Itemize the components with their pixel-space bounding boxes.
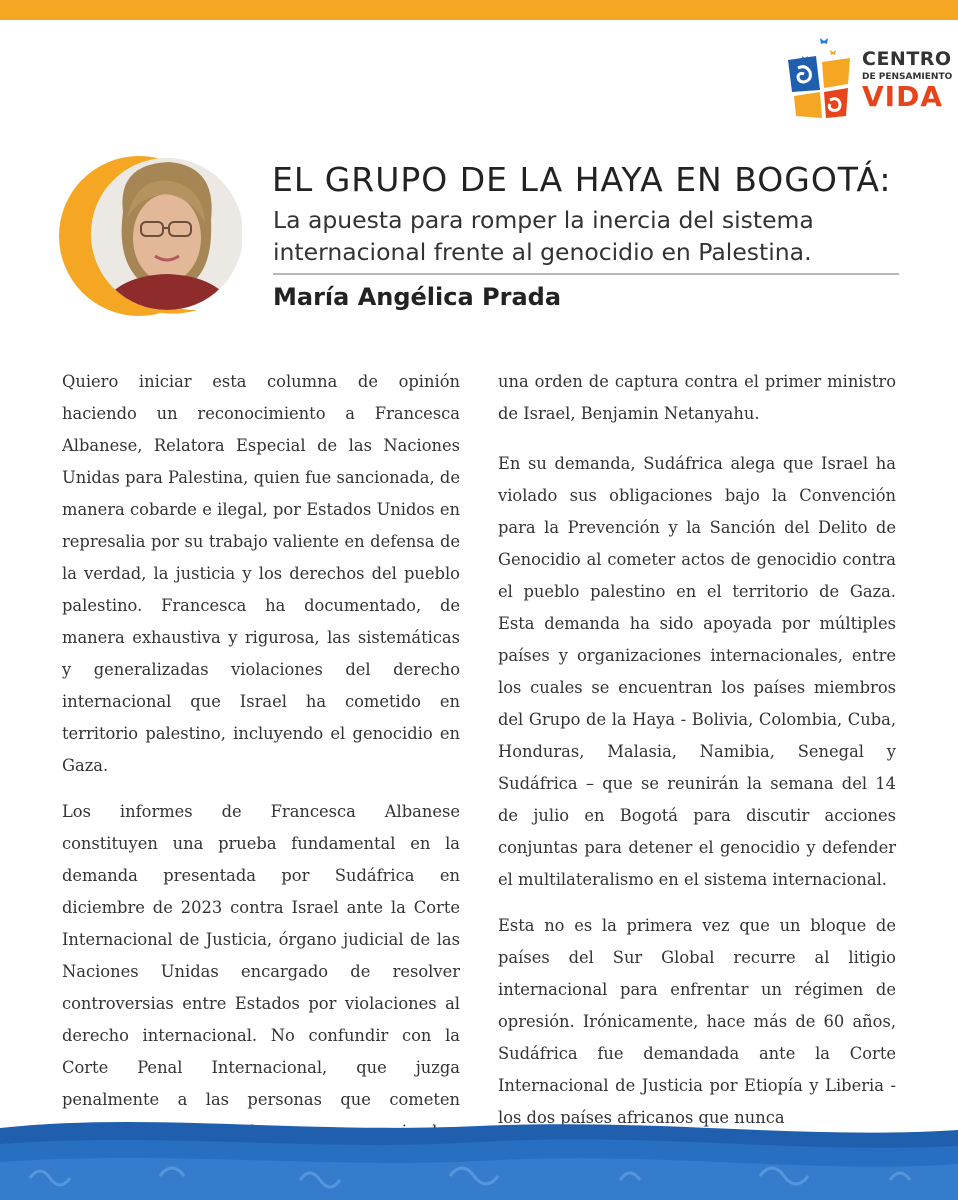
article-subtitle: La apuesta para romper la inercia del sistema internacional frente al genocidio en Palestina. xyxy=(273,206,814,266)
article-column-right xyxy=(498,366,896,1148)
author-portrait xyxy=(57,152,242,320)
top-accent-bar xyxy=(0,0,958,20)
logo-text-de-pensamiento: DE PENSAMIENTO xyxy=(862,72,953,82)
paragraph: En su demanda, Sudáfrica alega que Israel ha violado sus obligaciones bajo la Convención para la Prevención y la Sanción del Delito de Genocidio al cometer actos de genocidio contra el pueblo palestino en el territorio de Gaza. Esta demanda ha sido apoyada por múltiples países y organizaciones internacionales, entre los cuales se encuentran los países miembros del Grupo de la Haya - Bolivia, Colombia, Cuba, Honduras, Malasia, Namibia, Senegal y Sudáfrica – que se reunirán la semana del 14 de julio en Bogotá para discutir acciones conjuntas para detener el genocidio y defender el multilateralismo en el sistema internacional. xyxy=(498,454,896,889)
header-divider xyxy=(273,273,899,275)
article-title: EL GRUPO DE LA HAYA EN BOGOTÁ: xyxy=(272,160,892,199)
paragraph: una orden de captura contra el primer ministro de Israel, Benjamin Netanyahu. xyxy=(498,372,896,423)
paragraph: Esta no es la primera vez que un bloque de países del Sur Global recurre al litigio internacional para enfrentar un régimen de opresión. Irónicamente, hace más de 60 años, Sudáfrica fue demandada ante la Corte Internacional de Justicia por Etiopía y Liberia - los dos países africanos que nunca xyxy=(498,916,896,1127)
paragraph: Los informes de Francesca Albanese constituyen una prueba fundamental en la demanda presentada por Sudáfrica en diciembre de 2023 contra Israel ante la Corte Internacional de Justicia, órgano judicial de las Naciones Unidas encargado de resolver controversias entre Estados por violaciones al derecho internacional. No confundir con la Corte Penal Internacional, que juzga penalmente a las personas que cometen xyxy=(62,802,460,1109)
centro-pensamiento-vida-logo xyxy=(786,34,953,120)
paragraph: Quiero iniciar esta columna de opinión haciendo un reconocimiento a Francesca Albanese, Relatora Especial de las Naciones Unidas para Palestina, quien fue sancionada, de manera cobarde e ilegal, por Estados Unidos en represalia por su trabajo valiente en defensa de la verdad, la justicia y los derechos del pueblo palestino. Francesca ha documentado, de manera exhaustiva y rigurosa, las sistemáticas y generalizadas violaciones del derecho internacional que Israel ha cometido en territorio palestino, incluyendo el genocidio en Gaza. xyxy=(62,372,460,775)
butterfly-logo-icon xyxy=(786,34,856,120)
footer-wave xyxy=(0,1118,958,1200)
logo-text-vida: VIDA xyxy=(862,80,943,113)
article-column-left xyxy=(62,366,460,1194)
logo-text-centro: CENTRO xyxy=(862,48,952,70)
author-name: María Angélica Prada xyxy=(273,283,562,311)
